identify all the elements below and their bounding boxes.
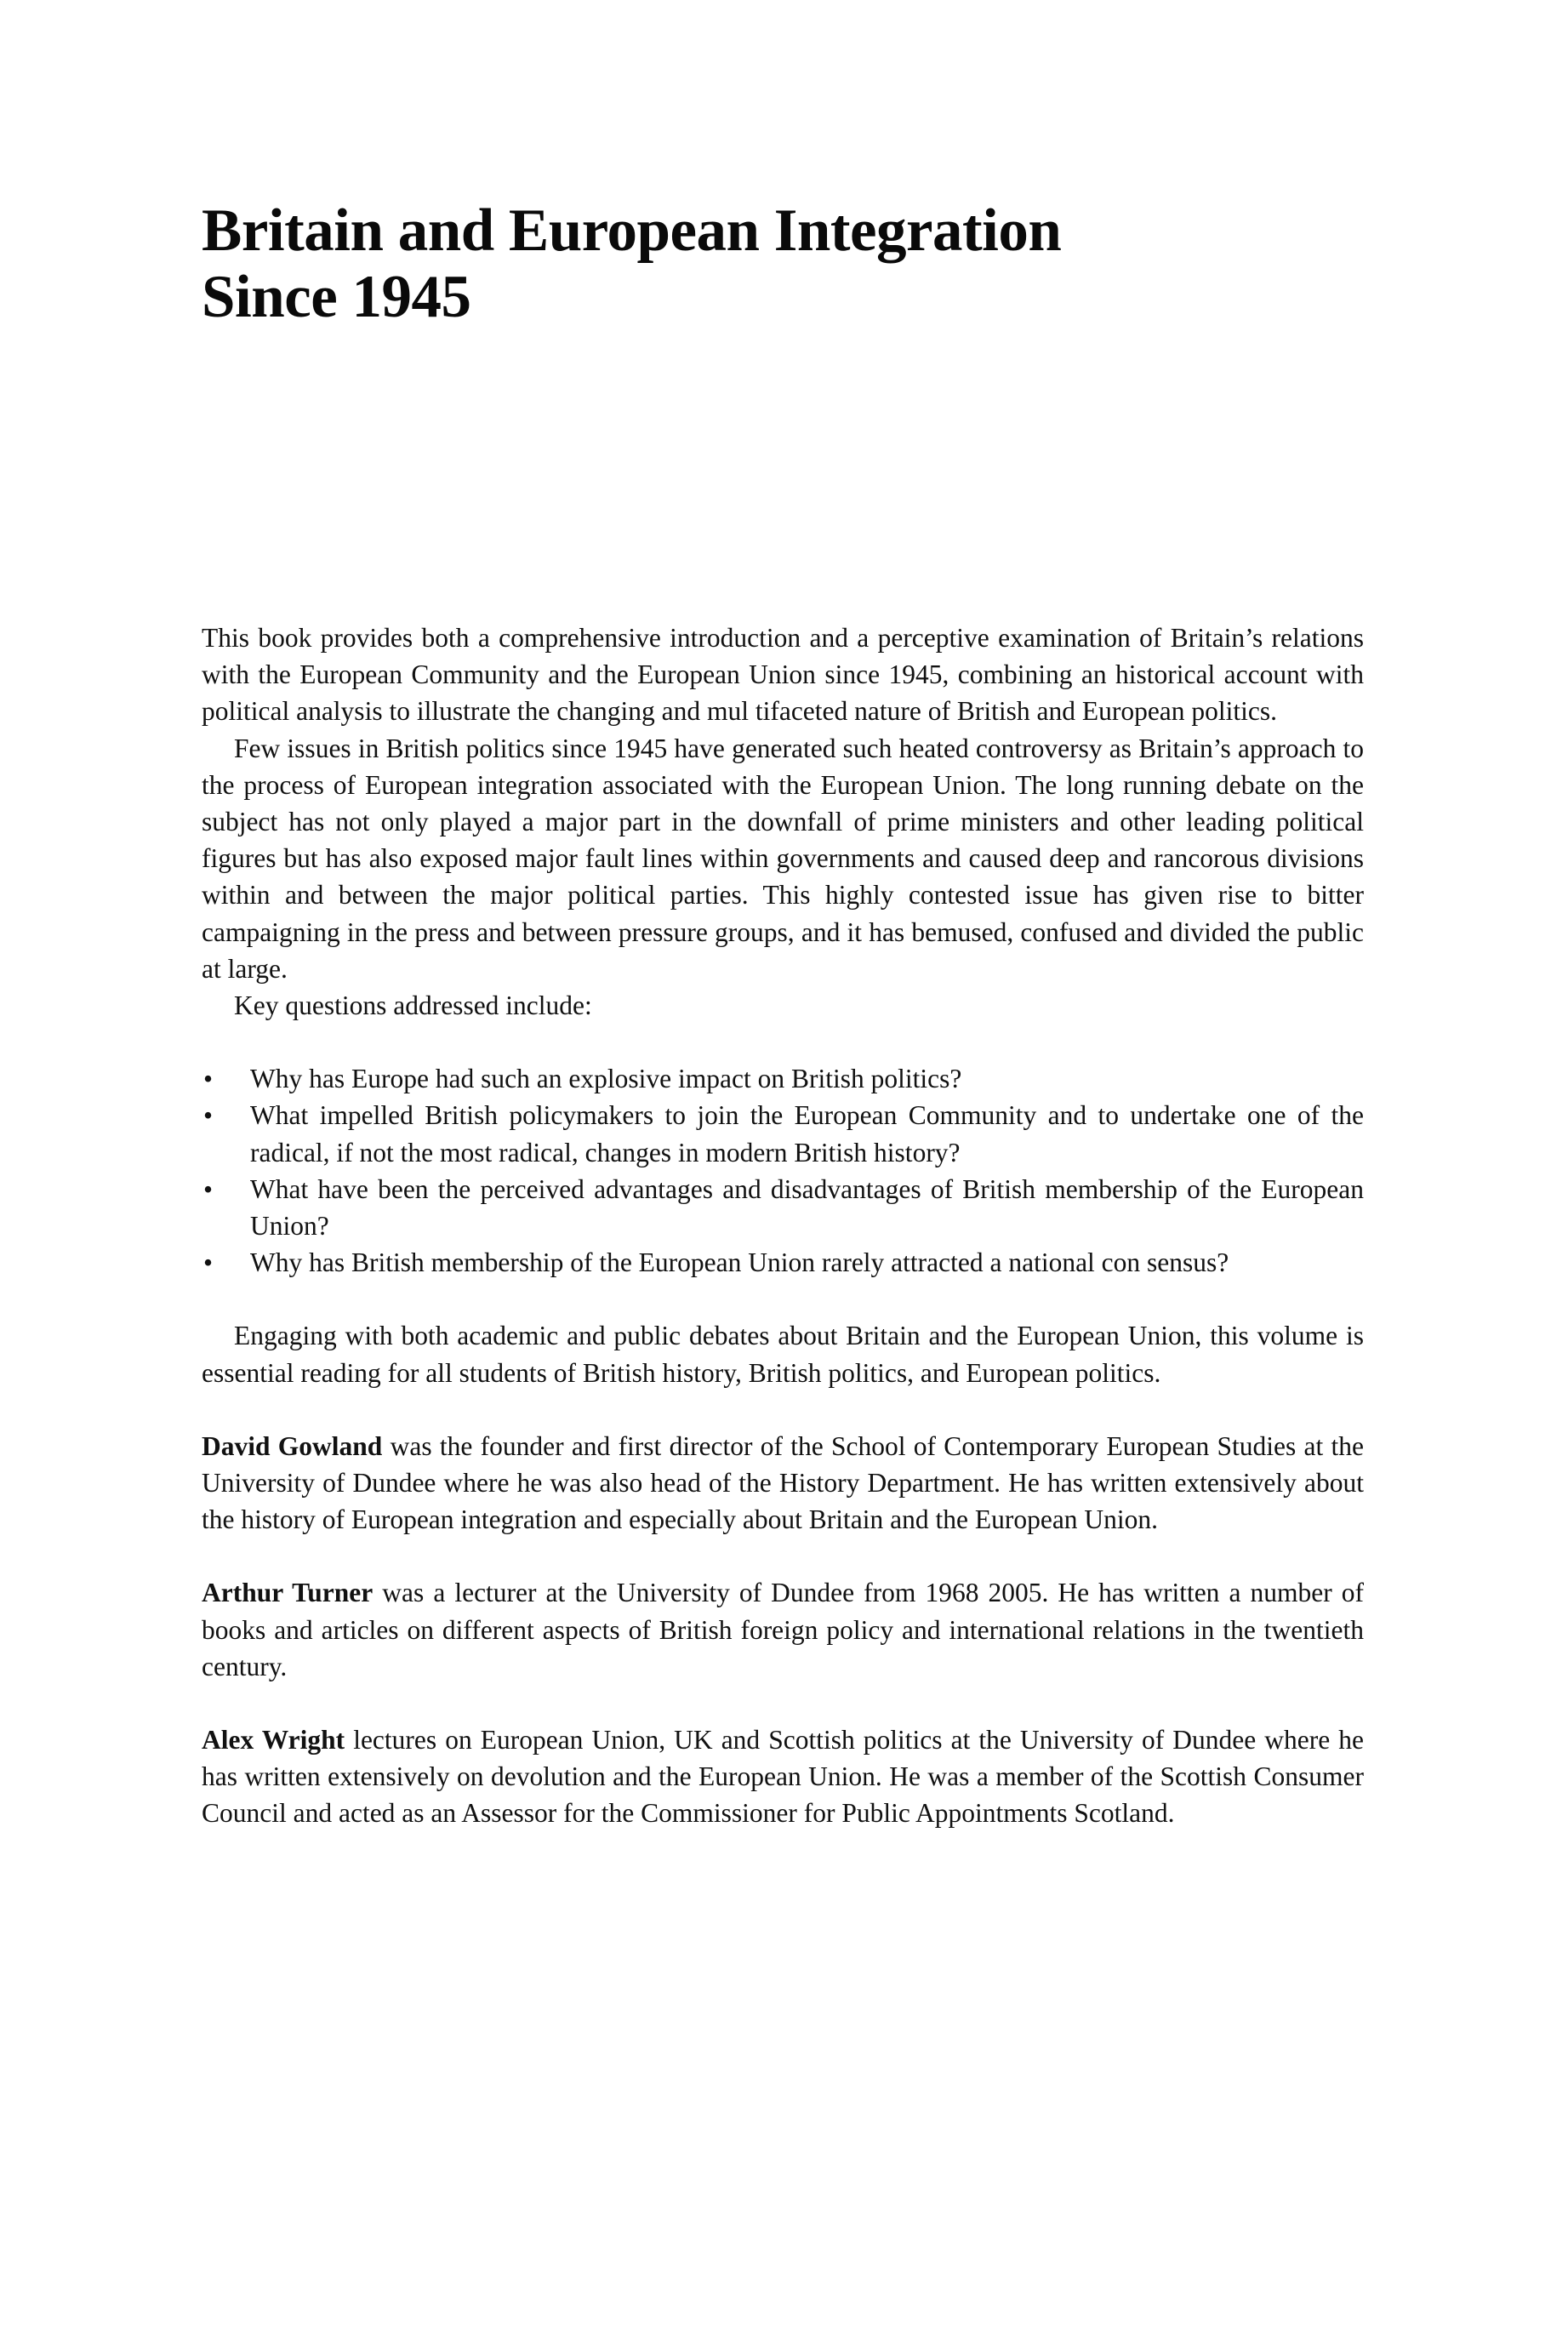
author-name: Arthur Turner	[202, 1578, 373, 1608]
author-bio-turner	[202, 1574, 1364, 1685]
key-question-text: Why has British membership of the European Union rarely attracted a national con sensus?	[250, 1247, 1229, 1278]
author-bio-wright	[202, 1721, 1364, 1832]
bullet-icon: •	[203, 1247, 214, 1278]
key-question-text: What have been the perceived advantages and disadvantages of British membership of the European Union?	[250, 1173, 1364, 1242]
key-question-item	[202, 1097, 1364, 1170]
author-bio-text: lectures on European Union, UK and Scottish politics at the University of Dundee where he has written extensively on devolution and the European Union. He was a member of the Scottish Consumer Council and acted as an Assessor for the Commissioner for Public Appointments Scotland.	[202, 1725, 1364, 1829]
author-bio-gowland	[202, 1428, 1364, 1539]
book-title-line-1: Britain and European Integration	[202, 197, 1062, 264]
key-question-text: Why has Europe had such an explosive impact on British politics?	[250, 1064, 962, 1094]
key-question-item	[202, 1171, 1364, 1244]
key-questions-list	[202, 1060, 1364, 1281]
bullet-icon: •	[203, 1064, 214, 1094]
book-title	[202, 197, 1061, 330]
author-name: David Gowland	[202, 1430, 383, 1461]
blurb-body	[202, 619, 1364, 1832]
key-question-item	[202, 1244, 1364, 1281]
key-question-text: What impelled British policymakers to join the European Community and to undertake one of the radical, if not the most radical, changes in modern British history?	[250, 1100, 1364, 1167]
author-name: Alex Wright	[202, 1725, 345, 1755]
bullet-icon: •	[203, 1173, 214, 1204]
author-bio-text: was a lecturer at the University of Dundee from 1968 2005. He has written a number of books and articles on different aspects of British foreign policy and international relations in the twentieth century.	[202, 1578, 1364, 1681]
book-title-line-2: Since 1945	[202, 264, 471, 330]
key-question-item	[202, 1060, 1364, 1097]
closing-paragraph: Engaging with both academic and public debates about Britain and the European Union, this volume is essential reading for all students of British history, British politics, and European politics.	[202, 1321, 1364, 1388]
key-questions-lead: Key questions addressed include:	[234, 990, 592, 1021]
author-bio-text: was the founder and first director of the School of Contemporary European Studies at the University of Dundee where he was also head of the History Department. He has written extensively about the history of European integration and especially about Britain and the European Union.	[202, 1430, 1364, 1535]
intro-paragraph-1: This book provides both a comprehensive introduction and a perceptive examination of Britain’s relations with the European Community and the European Union since 1945, combining an historical account with political analysis to illustrate the changing and mul tifaceted nature of British and European politics.	[202, 623, 1364, 727]
bullet-icon: •	[203, 1100, 214, 1131]
intro-paragraph-2: Few issues in British politics since 1945 have generated such heated controversy as Britain’s approach to the process of European integration associated with the European Union. The long running debate on the subject has not only played a major part in the downfall of prime ministers and other leading political figures but has also exposed major fault lines within governments and caused deep and rancorous divisions within and between the major political parties. This highly contested issue has given rise to bitter campaigning in the press and between pressure groups, and it has bemused, confused and divided the public at large.	[202, 733, 1364, 984]
